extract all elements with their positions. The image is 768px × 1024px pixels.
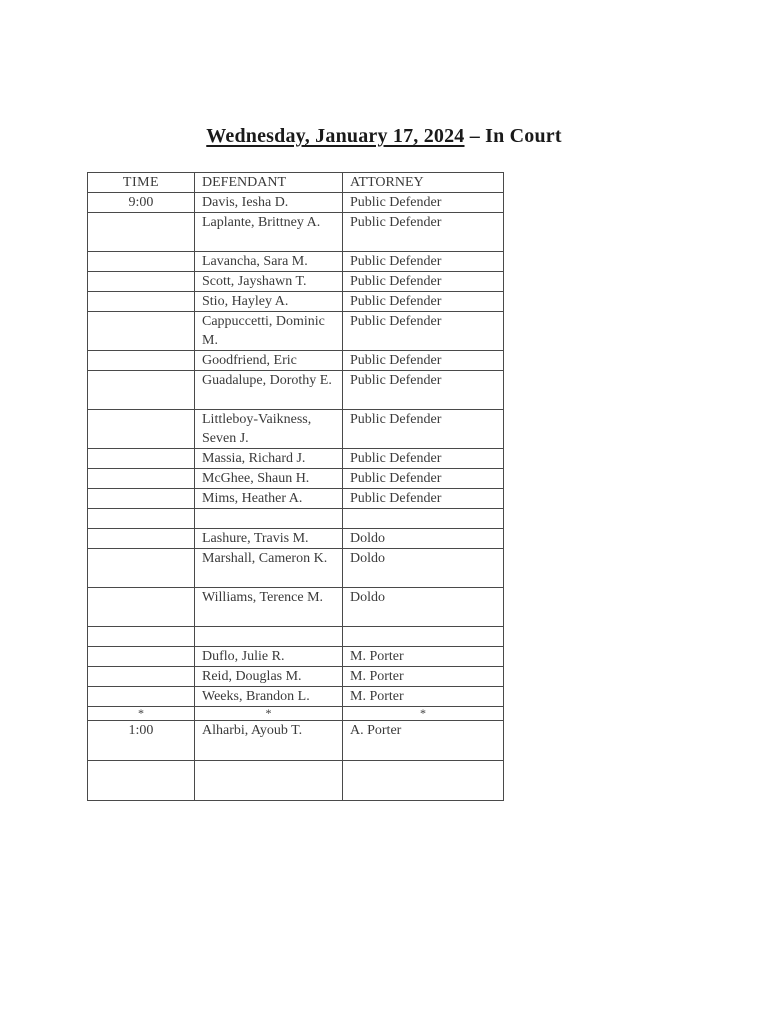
attorney-cell: Public Defender xyxy=(343,489,504,509)
table-row xyxy=(88,667,504,687)
attorney-cell: Public Defender xyxy=(343,351,504,371)
attorney-cell: Public Defender xyxy=(343,371,504,410)
header-attorney: ATTORNEY xyxy=(343,173,504,193)
table-row xyxy=(88,647,504,667)
time-cell xyxy=(88,687,195,707)
table-row xyxy=(88,529,504,549)
attorney-cell: M. Porter xyxy=(343,647,504,667)
time-cell xyxy=(88,292,195,312)
time-cell xyxy=(88,469,195,489)
time-cell xyxy=(88,213,195,252)
time-cell xyxy=(88,410,195,449)
page-title xyxy=(0,125,768,148)
attorney-cell: Doldo xyxy=(343,549,504,588)
time-cell xyxy=(88,272,195,292)
attorney-cell: Public Defender xyxy=(343,213,504,252)
time-cell xyxy=(88,351,195,371)
defendant-cell: McGhee, Shaun H. xyxy=(195,469,343,489)
table-row xyxy=(88,252,504,272)
time-cell xyxy=(88,647,195,667)
attorney-cell: Public Defender xyxy=(343,193,504,213)
table-row xyxy=(88,351,504,371)
defendant-cell: Mims, Heather A. xyxy=(195,489,343,509)
time-cell xyxy=(88,371,195,410)
defendant-cell xyxy=(195,761,343,801)
table-row xyxy=(88,272,504,292)
blank-row xyxy=(88,627,504,647)
docket-table xyxy=(87,172,504,801)
time-cell xyxy=(88,627,195,647)
table-row xyxy=(88,549,504,588)
attorney-cell: Public Defender xyxy=(343,449,504,469)
time-cell xyxy=(88,549,195,588)
defendant-cell: Stio, Hayley A. xyxy=(195,292,343,312)
time-cell: 9:00 xyxy=(88,193,195,213)
table-row xyxy=(88,721,504,761)
time-cell xyxy=(88,252,195,272)
attorney-cell xyxy=(343,761,504,801)
header-defendant: DEFENDANT xyxy=(195,173,343,193)
time-cell xyxy=(88,588,195,627)
table-row xyxy=(88,449,504,469)
blank-row xyxy=(88,761,504,801)
separator-asterisk: * xyxy=(343,707,504,721)
attorney-cell: Public Defender xyxy=(343,272,504,292)
defendant-cell: Goodfriend, Eric xyxy=(195,351,343,371)
time-cell xyxy=(88,509,195,529)
table-header-row xyxy=(88,173,504,193)
defendant-cell: Guadalupe, Dorothy E. xyxy=(195,371,343,410)
attorney-cell: M. Porter xyxy=(343,667,504,687)
table-row xyxy=(88,371,504,410)
defendant-cell: Davis, Iesha D. xyxy=(195,193,343,213)
separator-asterisk: * xyxy=(195,707,343,721)
defendant-cell xyxy=(195,627,343,647)
table-row xyxy=(88,588,504,627)
defendant-cell: Lavancha, Sara M. xyxy=(195,252,343,272)
table-row xyxy=(88,489,504,509)
attorney-cell: Public Defender xyxy=(343,469,504,489)
attorney-cell: Doldo xyxy=(343,588,504,627)
attorney-cell: A. Porter xyxy=(343,721,504,761)
attorney-cell: Public Defender xyxy=(343,252,504,272)
blank-row xyxy=(88,509,504,529)
table-row xyxy=(88,469,504,489)
attorney-cell: Public Defender xyxy=(343,312,504,351)
defendant-cell: Cappuccetti, Dominic M. xyxy=(195,312,343,351)
defendant-cell: Williams, Terence M. xyxy=(195,588,343,627)
time-cell xyxy=(88,312,195,351)
header-time: TIME xyxy=(88,173,195,193)
title-date: Wednesday, January 17, 2024 xyxy=(206,125,465,147)
attorney-cell xyxy=(343,627,504,647)
attorney-cell: Doldo xyxy=(343,529,504,549)
time-cell xyxy=(88,489,195,509)
defendant-cell: Massia, Richard J. xyxy=(195,449,343,469)
time-cell: 1:00 xyxy=(88,721,195,761)
defendant-cell: Weeks, Brandon L. xyxy=(195,687,343,707)
time-cell xyxy=(88,667,195,687)
attorney-cell: Public Defender xyxy=(343,292,504,312)
table-row xyxy=(88,410,504,449)
defendant-cell: Laplante, Brittney A. xyxy=(195,213,343,252)
defendant-cell: Alharbi, Ayoub T. xyxy=(195,721,343,761)
table-row xyxy=(88,213,504,252)
attorney-cell: M. Porter xyxy=(343,687,504,707)
table-row xyxy=(88,193,504,213)
time-cell xyxy=(88,449,195,469)
defendant-cell: Duflo, Julie R. xyxy=(195,647,343,667)
title-suffix: – In Court xyxy=(464,125,562,147)
table-row xyxy=(88,687,504,707)
time-cell xyxy=(88,761,195,801)
attorney-cell xyxy=(343,509,504,529)
attorney-cell: Public Defender xyxy=(343,410,504,449)
defendant-cell: Lashure, Travis M. xyxy=(195,529,343,549)
table-row xyxy=(88,312,504,351)
defendant-cell: Marshall, Cameron K. xyxy=(195,549,343,588)
separator-row xyxy=(88,707,504,721)
time-cell xyxy=(88,529,195,549)
defendant-cell: Reid, Douglas M. xyxy=(195,667,343,687)
table-row xyxy=(88,292,504,312)
defendant-cell: Scott, Jayshawn T. xyxy=(195,272,343,292)
defendant-cell xyxy=(195,509,343,529)
defendant-cell: Littleboy-Vaikness, Seven J. xyxy=(195,410,343,449)
separator-asterisk: * xyxy=(88,707,195,721)
